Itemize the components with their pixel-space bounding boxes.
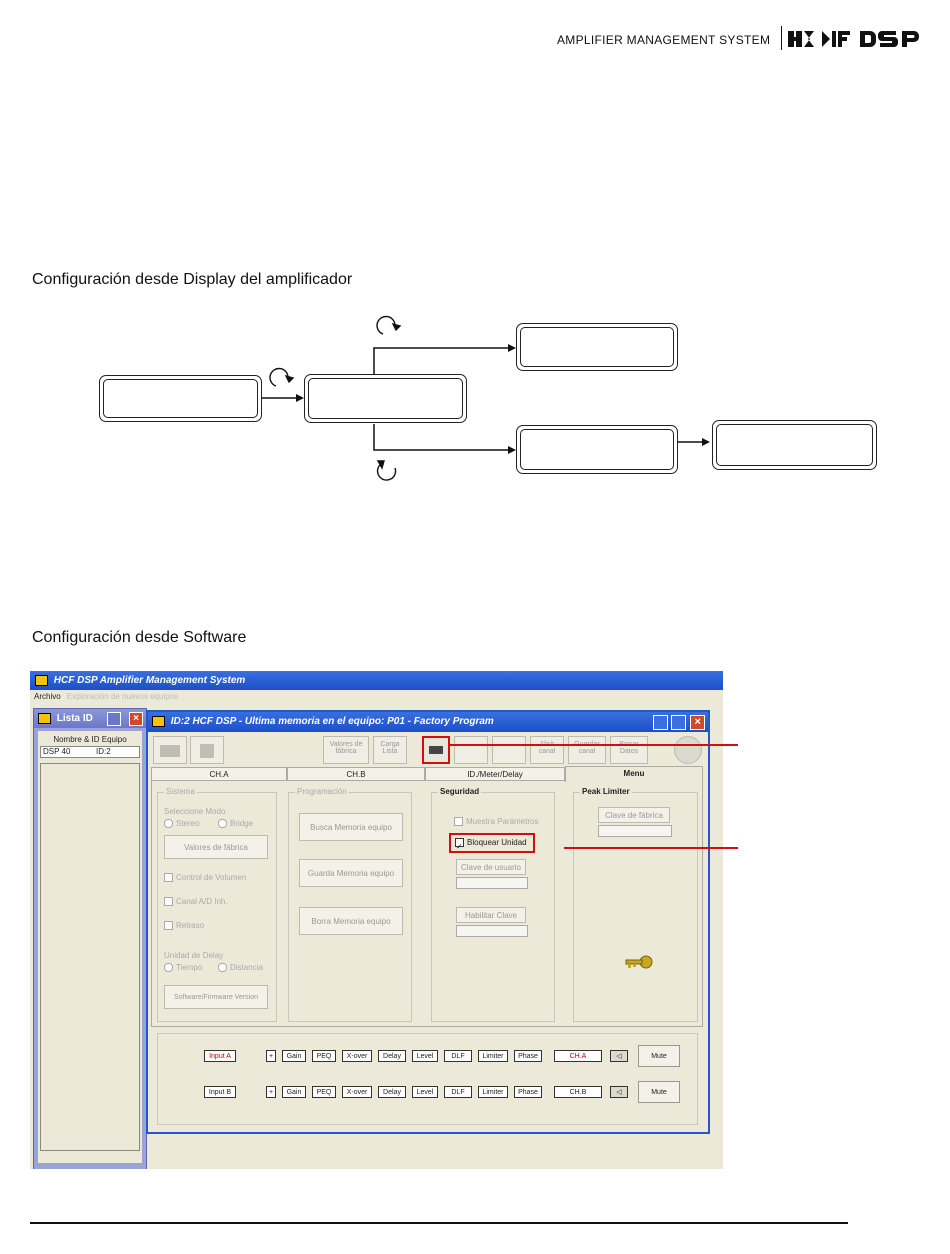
input-a-box[interactable]: Input A — [204, 1050, 236, 1062]
peak-limiter-group — [573, 787, 698, 1022]
delay-unit-label: Unidad de Delay — [164, 951, 224, 960]
tab-cha[interactable]: CH.A — [151, 767, 287, 781]
brand-logo — [788, 30, 920, 48]
signal-chain-panel — [157, 1033, 698, 1125]
peak-limiter-label: Peak Limiter — [582, 787, 630, 796]
tab-id-meter-delay[interactable]: ID./Meter/Delay — [425, 767, 565, 781]
chain-block-b-5[interactable]: Level — [412, 1086, 438, 1098]
window-logo-icon — [38, 713, 51, 724]
chain-block-b-6[interactable]: DLF — [444, 1086, 472, 1098]
chain-block-a-2[interactable]: PEQ — [312, 1050, 336, 1062]
id-list-row[interactable] — [40, 746, 140, 758]
habilitar-clave-field[interactable] — [456, 925, 528, 937]
minimize-icon[interactable] — [107, 712, 121, 726]
mute-b-button[interactable]: Mute — [638, 1081, 680, 1103]
chain-block-b-1[interactable]: Gain — [282, 1086, 306, 1098]
rotate-cw-icon — [377, 317, 400, 334]
device-window — [146, 710, 710, 1134]
lcd-display-1 — [99, 375, 262, 422]
clave-fabrica-field[interactable] — [598, 825, 672, 837]
device-title: ID:2 HCF DSP - Ultima memoria en el equipo: P01 - Factory Program — [170, 716, 494, 727]
menu-bar — [30, 690, 723, 704]
device-name: DSP 40 — [43, 747, 71, 756]
load-list-button[interactable]: Carga Lista — [373, 736, 407, 764]
callout-line-lock-ext — [723, 744, 738, 746]
id-list-titlebar — [34, 709, 146, 728]
firmware-version-button[interactable]: Software/Firmware Version — [164, 985, 268, 1009]
input-b-box[interactable]: Input B — [204, 1086, 236, 1098]
chain-block-a-7[interactable]: Limiter — [478, 1050, 508, 1062]
software-screenshot — [30, 671, 723, 1169]
window-logo-icon — [152, 716, 165, 727]
sistema-label: Sistema — [166, 787, 195, 796]
output-a-box: CH.A — [554, 1050, 602, 1062]
chain-block-b-0[interactable]: + — [266, 1086, 276, 1098]
app-titlebar — [30, 671, 723, 690]
lcd-display-2 — [304, 374, 467, 423]
mode-label: Seleccione Modo — [164, 807, 226, 816]
section-display-title: Configuración desde Display del amplificador — [32, 271, 353, 288]
retraso-checkbox[interactable]: Retraso — [164, 921, 204, 930]
save-channel-button[interactable]: canal — [568, 736, 606, 764]
speaker-b-icon: ◁ — [610, 1086, 628, 1098]
speaker-a-icon: ◁ — [610, 1050, 628, 1062]
chain-block-a-8[interactable]: Phase — [514, 1050, 542, 1062]
factory-values-system-button[interactable]: Valores de fábrica — [164, 835, 268, 859]
tiempo-radio[interactable]: Tiempo — [164, 963, 202, 972]
chain-block-b-7[interactable]: Limiter — [478, 1086, 508, 1098]
mute-a-button[interactable]: Mute — [638, 1045, 680, 1067]
callout-line-lock — [448, 744, 723, 746]
id-list-header: Nombre & ID Equipo — [53, 735, 127, 744]
clear-data-button[interactable]: Datos — [610, 736, 648, 764]
factory-values-button[interactable]: Valores de fábrica — [323, 736, 369, 764]
borra-memoria-button[interactable]: Borra Memoria equipo — [299, 907, 403, 935]
chain-block-a-0[interactable]: + — [266, 1050, 276, 1062]
habilitar-clave-button[interactable]: Habilitar Clave — [456, 907, 526, 923]
key-icon — [429, 746, 443, 754]
busca-memoria-button[interactable]: Busca Memoria equipo — [299, 813, 403, 841]
seguridad-label: Seguridad — [440, 787, 480, 796]
chain-block-a-1[interactable]: Gain — [282, 1050, 306, 1062]
toolbar-icon-button-2[interactable] — [492, 736, 526, 764]
maximize-icon[interactable] — [671, 715, 686, 730]
id-list-body — [38, 731, 142, 1163]
close-icon[interactable]: × — [129, 712, 143, 726]
distancia-radio[interactable]: Distancia — [218, 963, 263, 972]
menu-archivo[interactable]: Archivo — [34, 692, 61, 701]
device-titlebar — [148, 712, 708, 732]
lcd-display-3 — [516, 323, 678, 371]
golden-key-icon — [624, 953, 654, 971]
toolbar-icon-button-1[interactable] — [454, 736, 488, 764]
save-button[interactable] — [190, 736, 224, 764]
volume-control-checkbox[interactable]: Control de Volumen — [164, 873, 246, 882]
chain-block-b-8[interactable]: Phase — [514, 1086, 542, 1098]
programacion-group — [288, 787, 412, 1022]
sistema-group — [157, 787, 277, 1022]
lcd-display-4 — [516, 425, 678, 474]
minimize-icon[interactable] — [653, 715, 668, 730]
lcd-display-5 — [712, 420, 877, 470]
seguridad-group — [431, 787, 555, 1022]
exit-button[interactable] — [674, 736, 702, 764]
device-id: ID:2 — [96, 747, 111, 756]
lock-key-button[interactable] — [422, 736, 450, 764]
chain-block-a-6[interactable]: DLF — [444, 1050, 472, 1062]
chain-block-b-3[interactable]: X-over — [342, 1086, 372, 1098]
section-software-title: Configuración desde Software — [32, 629, 247, 646]
programacion-label: Programación — [297, 787, 347, 796]
rotate-cw-icon-2 — [270, 369, 293, 386]
callout-line-bloquear-ext — [723, 847, 738, 849]
folder-icon — [160, 745, 180, 757]
canal-ad-checkbox[interactable]: Canal A/D Inh. — [164, 897, 228, 906]
open-channel-button[interactable]: canal — [530, 736, 564, 764]
header-divider — [781, 26, 782, 50]
id-list-area — [40, 763, 140, 1151]
tab-chb[interactable]: CH.B — [287, 767, 425, 781]
rotate-ccw-icon — [378, 461, 396, 480]
tab-menu[interactable]: Menu — [565, 766, 703, 782]
close-icon[interactable]: × — [690, 715, 705, 730]
stereo-radio[interactable]: Stereo — [164, 819, 200, 828]
output-b-box: CH.B — [554, 1086, 602, 1098]
chain-block-a-5[interactable]: Level — [412, 1050, 438, 1062]
menu-hint: Exploración de nuevos equipos — [66, 692, 179, 701]
bloquear-unidad-checkbox[interactable]: ✓ Bloquear Unidad — [449, 833, 535, 853]
id-list-window — [33, 708, 147, 1169]
footer-rule — [30, 1222, 848, 1224]
floppy-icon — [200, 744, 214, 758]
chain-block-a-4[interactable]: Delay — [378, 1050, 406, 1062]
clave-fabrica-button[interactable]: Clave de fábrica — [598, 807, 670, 823]
bridge-radio[interactable]: Bridge — [218, 819, 253, 828]
chain-block-b-4[interactable]: Delay — [378, 1086, 406, 1098]
app-title: HCF DSP Amplifier Management System — [53, 675, 246, 686]
id-list-title: Lista ID — [56, 713, 93, 724]
header-title: AMPLIFIER MANAGEMENT SYSTEM — [557, 33, 771, 47]
chain-block-b-2[interactable]: PEQ — [312, 1086, 336, 1098]
clave-usuario-field[interactable] — [456, 877, 528, 889]
muestra-parametros-checkbox[interactable]: Muestra Parámetros — [454, 817, 538, 826]
open-folder-button[interactable] — [153, 736, 187, 764]
app-logo-icon — [35, 675, 48, 686]
clave-usuario-button[interactable]: Clave de usuario — [456, 859, 526, 875]
callout-line-bloquear — [564, 847, 723, 849]
chain-block-a-3[interactable]: X-over — [342, 1050, 372, 1062]
guarda-memoria-button[interactable]: Guarda Memoria equipo — [299, 859, 403, 887]
